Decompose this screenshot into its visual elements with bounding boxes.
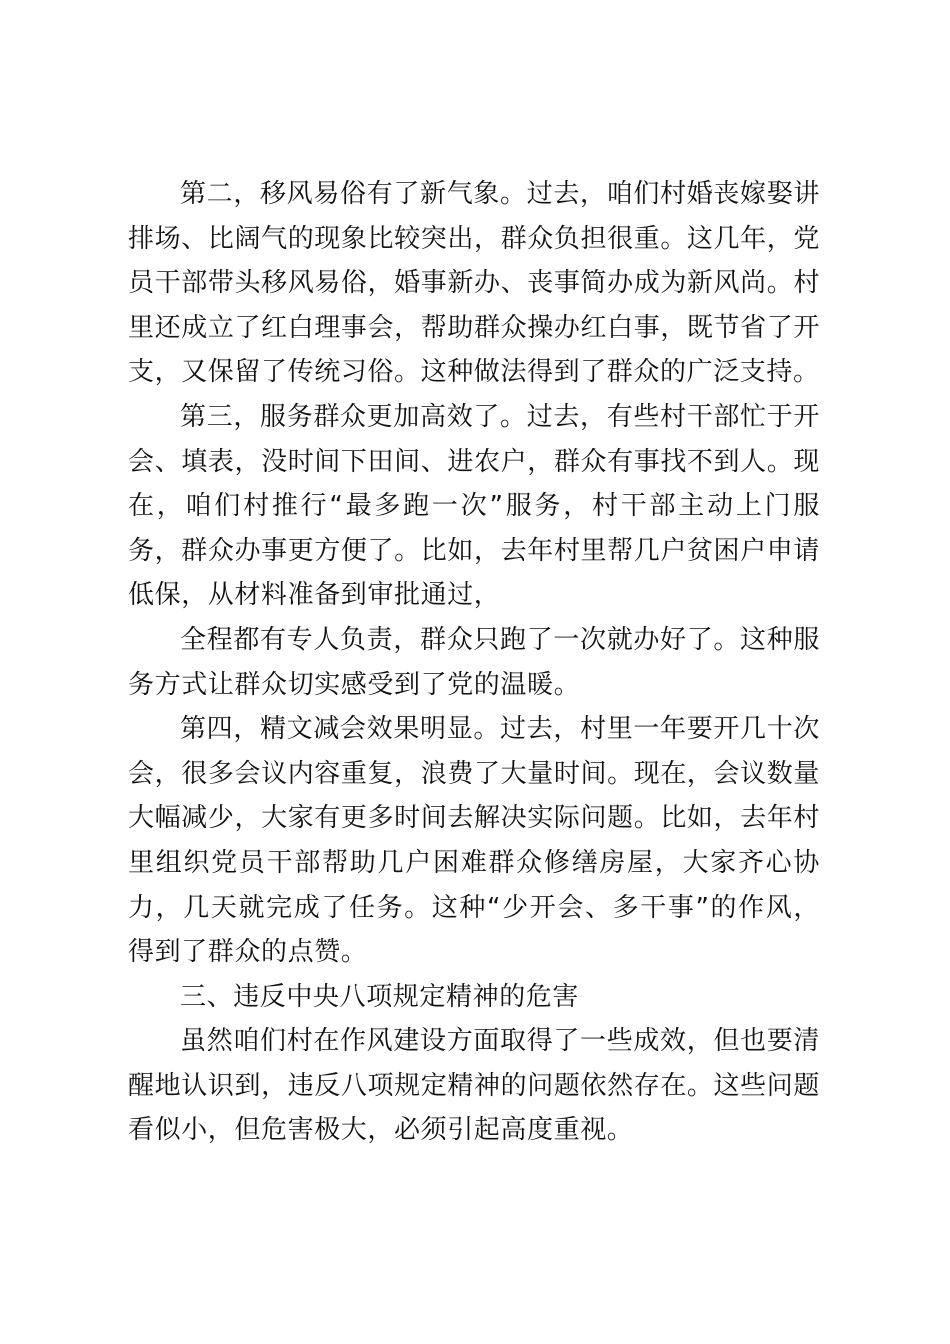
paragraph-service-efficiency: 第三，服务群众更加高效了。过去，有些村干部忙于开会、填表，没时间下田间、进农户，群众有事找不到人。现在，咱们村推行“最多跑一次”服务，村干部主动上门服务，群众办事更方便了。比如，去年村里帮几户贫困户申请低保，从材料准备到审批通过， xyxy=(128,401,820,611)
paragraph-fewer-meetings: 第四，精文减会效果明显。过去，村里一年要开几十次会，很多会议内容重复，浪费了大量时间。现在，会议数量大幅减少，大家有更多时间去解决实际问题。比如，去年村里组织党员干部帮助几户困难群众修缮房屋，大家齐心协力，几天就完成了任务。这种“少开会、多干事”的作风，得到了群众的点赞。 xyxy=(128,714,820,968)
paragraph-service-continued: 全程都有专人负责，群众只跑了一次就办好了。这种服务方式让群众切实感受到了党的温暖。 xyxy=(128,624,820,700)
section-heading: 三、违反中央八项规定精神的危害 xyxy=(180,981,580,1012)
document-body xyxy=(128,172,820,1153)
paragraph-customs-reform: 第二，移风易俗有了新气象。过去，咱们村婚丧嫁娶讲排场、比阔气的现象比较突出，群众负担很重。这几年，党员干部带头移风易俗，婚事新办、丧事简办成为新风尚。村里还成立了红白理事会，帮助群众操办红白事，既节省了开支，又保留了传统习俗。这种做法得到了群众的广泛支持。 xyxy=(128,179,820,388)
paragraph-harm-intro: 虽然咱们村在作风建设方面取得了一些成效，但也要清醒地认识到，违反八项规定精神的问题依然存在。这些问题看似小，但危害极大，必须引起高度重视。 xyxy=(128,1026,820,1146)
